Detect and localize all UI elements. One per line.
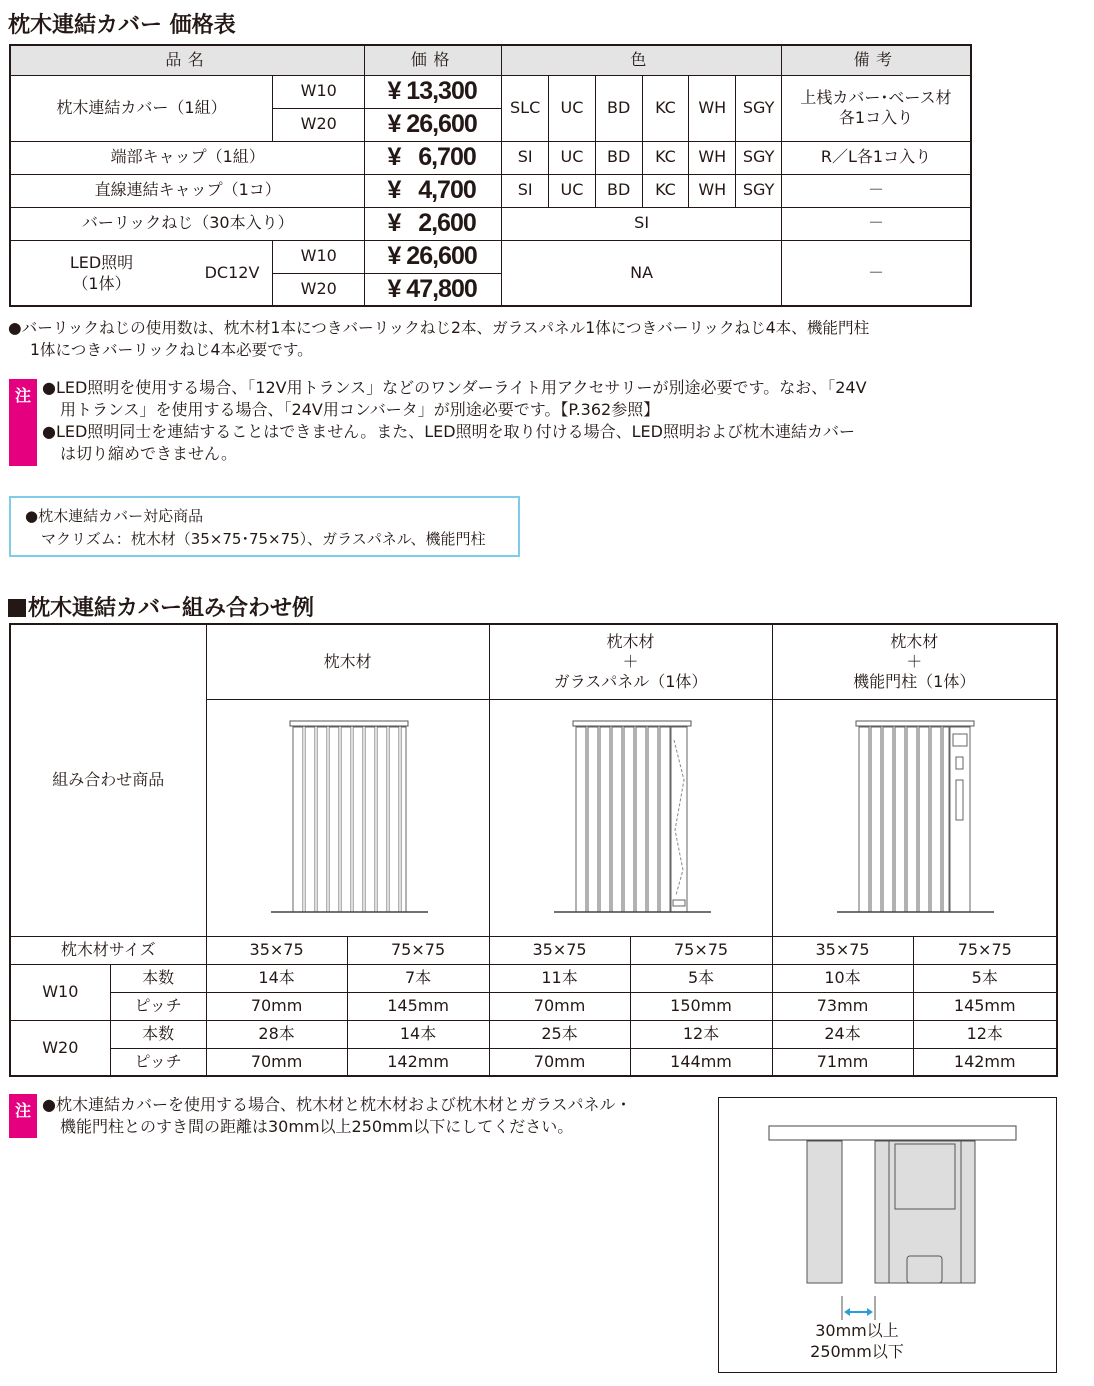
color-code: KC xyxy=(642,174,689,207)
table-row xyxy=(10,1020,1057,1048)
caution-line: 用トランス」を使用する場合、「24V用コンバータ」が別途必要です。【P.362参照】 xyxy=(60,400,660,419)
price-value: ¥ 2,600 xyxy=(365,207,502,240)
usage-note-line: 1体につきバーリックねじ4本必要です。 xyxy=(30,341,313,359)
fence-gatepost-diagram xyxy=(774,700,1054,930)
caution-label: 注 xyxy=(9,379,37,466)
color-code: BD xyxy=(595,174,642,207)
gap-caution xyxy=(42,1094,712,1138)
width-label: W10 xyxy=(273,240,365,273)
size-value: 35×75 xyxy=(772,936,913,964)
gap-diagram-svg xyxy=(719,1098,1056,1328)
count-value: 11本 xyxy=(489,964,630,992)
caution-notes xyxy=(42,377,982,465)
compatible-products-box xyxy=(9,496,520,557)
color-code: UC xyxy=(549,75,596,141)
product-name: 枕木連結カバー（1組） xyxy=(10,75,273,141)
color-code: UC xyxy=(549,174,596,207)
count-value: 5本 xyxy=(913,964,1057,992)
combo-header-3-line: 枕木材 xyxy=(890,631,939,651)
header-color: 色 xyxy=(502,45,782,75)
color-code: WH xyxy=(689,75,736,141)
section1-title: 枕木連結カバー 価格表 xyxy=(8,13,236,38)
count-label: 本数 xyxy=(110,964,206,992)
color-code: KC xyxy=(642,75,689,141)
pitch-value: 145mm xyxy=(913,992,1057,1020)
count-value: 14本 xyxy=(347,1020,489,1048)
note-cell: － xyxy=(782,207,971,240)
table-row xyxy=(10,992,1057,1020)
color-code: SI xyxy=(502,141,549,174)
pitch-value: 150mm xyxy=(630,992,772,1020)
color-code: SGY xyxy=(736,141,782,174)
size-value: 75×75 xyxy=(913,936,1057,964)
pitch-value: 71mm xyxy=(772,1048,913,1076)
note-cell: － xyxy=(782,174,971,207)
price-value: ¥ 6,700 xyxy=(365,141,502,174)
color-code: WH xyxy=(689,141,736,174)
fence-illustration-1 xyxy=(206,699,489,936)
compatible-list: マクリズム：枕木材（35×75･75×75）、ガラスパネル、機能門柱 xyxy=(41,530,486,548)
header-price: 価格 xyxy=(365,45,502,75)
pitch-value: 142mm xyxy=(347,1048,489,1076)
combo-header-3 xyxy=(772,624,1057,699)
combo-header-2-line: 枕木材 xyxy=(606,631,655,651)
header-note: 備考 xyxy=(782,45,971,75)
product-name: 端部キャップ（1組） xyxy=(10,141,365,174)
usage-note-line: ●バーリックねじの使用数は、枕木材1本につきバーリックねじ2本、ガラスパネル1体につきバーリックねじ4本、機能門柱 xyxy=(8,319,870,337)
table-row xyxy=(10,141,971,174)
combo-header-2-line: ＋ xyxy=(622,651,639,671)
section2-title xyxy=(8,591,314,622)
size-value: 35×75 xyxy=(489,936,630,964)
square-bullet-icon xyxy=(8,599,26,617)
color-code: SI xyxy=(502,207,782,240)
color-code: SLC xyxy=(502,75,549,141)
combo-header-1: 枕木材 xyxy=(206,624,489,699)
combo-header-2-line: ガラスパネル（1体） xyxy=(553,671,708,691)
count-value: 10本 xyxy=(772,964,913,992)
price-table xyxy=(9,44,972,307)
caution-label: 注 xyxy=(9,1094,37,1138)
fence-illustration-2 xyxy=(489,699,772,936)
width-label: W20 xyxy=(10,1020,110,1076)
pitch-value: 142mm xyxy=(913,1048,1057,1076)
voltage-label: DC12V xyxy=(204,262,260,282)
count-value: 24本 xyxy=(772,1020,913,1048)
header-name: 品名 xyxy=(10,45,365,75)
count-value: 25本 xyxy=(489,1020,630,1048)
count-value: 7本 xyxy=(347,964,489,992)
fence-glass-diagram xyxy=(491,700,771,930)
table-row xyxy=(10,75,971,108)
color-code: BD xyxy=(595,75,642,141)
table-row xyxy=(10,964,1057,992)
caution-line: ●LED照明同士を連結することはできません。また、LED照明を取り付ける場合、LED照明および枕木連結カバー xyxy=(42,422,855,441)
price-value: ¥ 13,300 xyxy=(365,75,502,108)
product-name: バーリックねじ（30本入り） xyxy=(10,207,365,240)
product-name: 直線連結キャップ（1コ） xyxy=(10,174,365,207)
price-value: ¥ 4,700 xyxy=(365,174,502,207)
pitch-value: 73mm xyxy=(772,992,913,1020)
usage-note xyxy=(8,317,983,361)
table-row xyxy=(10,240,971,273)
pitch-value: 144mm xyxy=(630,1048,772,1076)
price-value: ¥ 47,800 xyxy=(365,273,502,306)
compatible-title: ●枕木連結カバー対応商品 xyxy=(25,507,204,525)
table-row xyxy=(10,207,971,240)
width-label: W10 xyxy=(10,964,110,1020)
count-label: 本数 xyxy=(110,1020,206,1048)
color-code: NA xyxy=(502,240,782,306)
color-code: SI xyxy=(502,174,549,207)
gap-label-min: 30mm以上 xyxy=(815,1321,899,1340)
combo-header-3-line: ＋ xyxy=(906,651,923,671)
pitch-value: 145mm xyxy=(347,992,489,1020)
section2-title-text: 枕木連結カバー組み合わせ例 xyxy=(28,596,315,621)
count-value: 14本 xyxy=(206,964,347,992)
note-cell: － xyxy=(782,240,971,306)
combo-header-3-line: 機能門柱（1体） xyxy=(853,671,976,691)
color-code: KC xyxy=(642,141,689,174)
color-code: UC xyxy=(549,141,596,174)
note-cell: 上桟カバー･ベース材 各1コ入り xyxy=(782,75,971,141)
combo-header-2 xyxy=(489,624,772,699)
size-value: 75×75 xyxy=(630,936,772,964)
table-row xyxy=(10,1048,1057,1076)
color-code: SGY xyxy=(736,75,782,141)
combination-table xyxy=(9,623,1058,1077)
pitch-label: ピッチ xyxy=(110,992,206,1020)
pitch-value: 70mm xyxy=(489,1048,630,1076)
size-label: 枕木材サイズ xyxy=(10,936,206,964)
caution-line: ●LED照明を使用する場合、「12V用トランス」などのワンダーライト用アクセサリーが別途必要です。なお、「24V xyxy=(42,378,867,397)
count-value: 12本 xyxy=(630,1020,772,1048)
note-cell: R／L各1コ入り xyxy=(782,141,971,174)
table-row xyxy=(10,174,971,207)
width-label: W20 xyxy=(273,108,365,141)
gap-label xyxy=(719,1320,995,1362)
width-label: W20 xyxy=(273,273,365,306)
pitch-value: 70mm xyxy=(206,992,347,1020)
pitch-value: 70mm xyxy=(489,992,630,1020)
price-value: ¥ 26,600 xyxy=(365,240,502,273)
fence-wood-diagram xyxy=(208,700,488,930)
count-value: 12本 xyxy=(913,1020,1057,1048)
count-value: 28本 xyxy=(206,1020,347,1048)
caution-line: 機能門柱とのすき間の距離は30mm以上250mm以下にしてください。 xyxy=(60,1117,574,1136)
pitch-value: 70mm xyxy=(206,1048,347,1076)
gap-diagram xyxy=(718,1097,1057,1373)
color-code: SGY xyxy=(736,174,782,207)
color-code: WH xyxy=(689,174,736,207)
size-value: 35×75 xyxy=(206,936,347,964)
gap-label-max: 250mm以下 xyxy=(810,1342,904,1361)
color-code: BD xyxy=(595,141,642,174)
combination-label: 組み合わせ商品 xyxy=(10,624,206,936)
fence-illustration-3 xyxy=(772,699,1057,936)
caution-line: ●枕木連結カバーを使用する場合、枕木材と枕木材および枕木材とガラスパネル・ xyxy=(42,1095,632,1114)
size-value: 75×75 xyxy=(347,936,489,964)
width-label: W10 xyxy=(273,75,365,108)
product-name: LED照明 （1体） xyxy=(69,252,134,293)
caution-line: は切り縮めできません。 xyxy=(60,444,237,463)
price-value: ¥ 26,600 xyxy=(365,108,502,141)
count-value: 5本 xyxy=(630,964,772,992)
pitch-label: ピッチ xyxy=(110,1048,206,1076)
